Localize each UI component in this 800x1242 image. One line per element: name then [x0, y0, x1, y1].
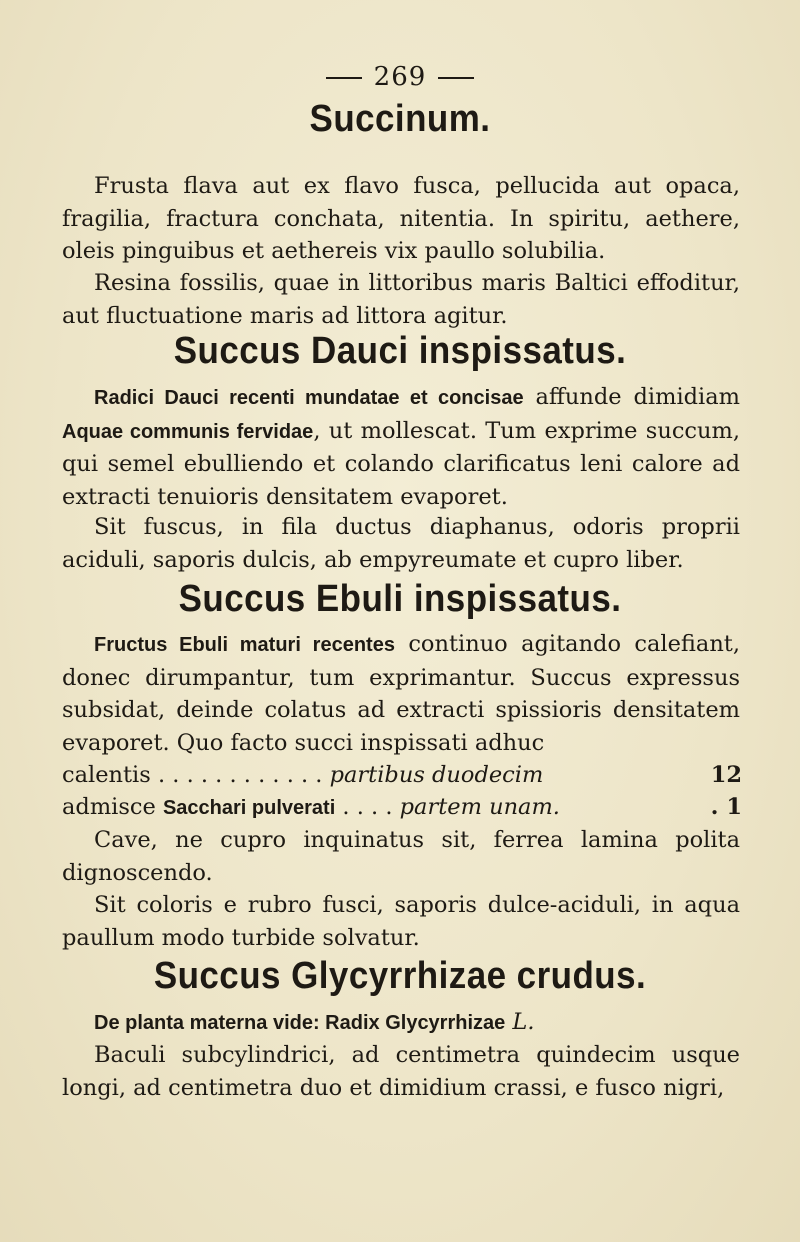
dauci-text-1: affunde dimidiam: [523, 384, 741, 410]
sacchari-quantity: . 1: [710, 794, 742, 820]
paragraph-glycyrrhizae-reference: [62, 1006, 740, 1040]
paragraph-ebuli-preparation: [62, 628, 740, 759]
page-number-text: 269: [373, 62, 427, 92]
dauci-text-2: , ut mollescat. Tum exprime succum, qui semel ebulliendo et colando clarificatus leni calore ad extracti tenuioris densitatem evaporet.: [62, 417, 741, 510]
ingredient-aquae-communis: Aquae communis fervidae: [62, 420, 314, 443]
paragraph-ebuli-properties: Sit coloris e rubro fusci, saporis dulce-aciduli, in aqua paullum modo turbide solvatur.: [62, 892, 740, 951]
page-number: [0, 62, 800, 92]
paragraph-succinum-origin: Resina fossilis, quae in littoribus maris Baltici effoditur, aut fluctuatione maris ad littora agitur.: [62, 270, 740, 329]
paragraph-succinum-description: Frusta flava aut ex flavo fusca, pellucida aut opaca, fragilia, fractura conchata, nitentia. In spiritu, aethere, oleis pinguibus et aethereis vix paullo solubilia.: [62, 173, 740, 264]
folio-dash-left: [326, 77, 362, 79]
reference-linnaeus: L.: [505, 1009, 535, 1035]
paragraph-dauci-preparation: [62, 381, 740, 513]
paragraph-dauci-properties: Sit fuscus, in fila ductus diaphanus, odoris proprii aciduli, saporis dulcis, ab empyreumate et cupro liber.: [62, 514, 740, 573]
paragraph-ebuli-caution: Cave, ne cupro inquinatus sit, ferrea lamina polita dignoscendo.: [62, 827, 740, 886]
recipe-row-sacchari: [62, 791, 742, 823]
ingredient-sacchari: Sacchari pulverati: [162, 797, 336, 819]
calentis-text: calentis . . . . . . . . . . . .: [62, 762, 323, 788]
sacchari-measure: partem unam.: [399, 794, 560, 820]
folio-dash-right: [438, 77, 474, 79]
heading-succus-dauci: Succus Dauci inspissatus.: [173, 330, 627, 372]
heading-succus-ebuli: Succus Ebuli inspissatus.: [178, 578, 622, 620]
admisce-text: admisce: [62, 794, 163, 820]
calentis-quantity: 12: [710, 762, 742, 788]
recipe-row-sacchari-label: [62, 791, 560, 824]
heading-succus-glycyrrhizae: Succus Glycyrrhizae crudus.: [153, 955, 647, 997]
sacchari-dots: . . . .: [335, 794, 393, 820]
calentis-measure: partibus duodecim: [329, 762, 544, 788]
ebuli-text: continuo agitando calefiant, donec dirumpantur, tum exprimantur. Succus expressus subsidat, deinde colatus ad extracti spissioris densitatem evaporet. Quo facto succi inspissati adhuc: [62, 631, 741, 756]
paragraph-glycyrrhizae-description: Baculi subcylindrici, ad centimetra quindecim usque longi, ad centimetra duo et dimidium crassi, e fusco nigri,: [62, 1042, 740, 1101]
recipe-row-calentis-label: [62, 759, 543, 791]
recipe-row-calentis: [62, 759, 742, 791]
ingredient-radici-dauci: Radici Dauci recenti mundatae et concisae: [94, 387, 524, 409]
heading-succinum: Succinum.: [309, 98, 491, 140]
ingredient-fructus-ebuli: Fructus Ebuli maturi recentes: [94, 634, 395, 656]
reference-radix-glycyrrhizae: De planta materna vide: Radix Glycyrrhizae: [94, 1012, 506, 1034]
